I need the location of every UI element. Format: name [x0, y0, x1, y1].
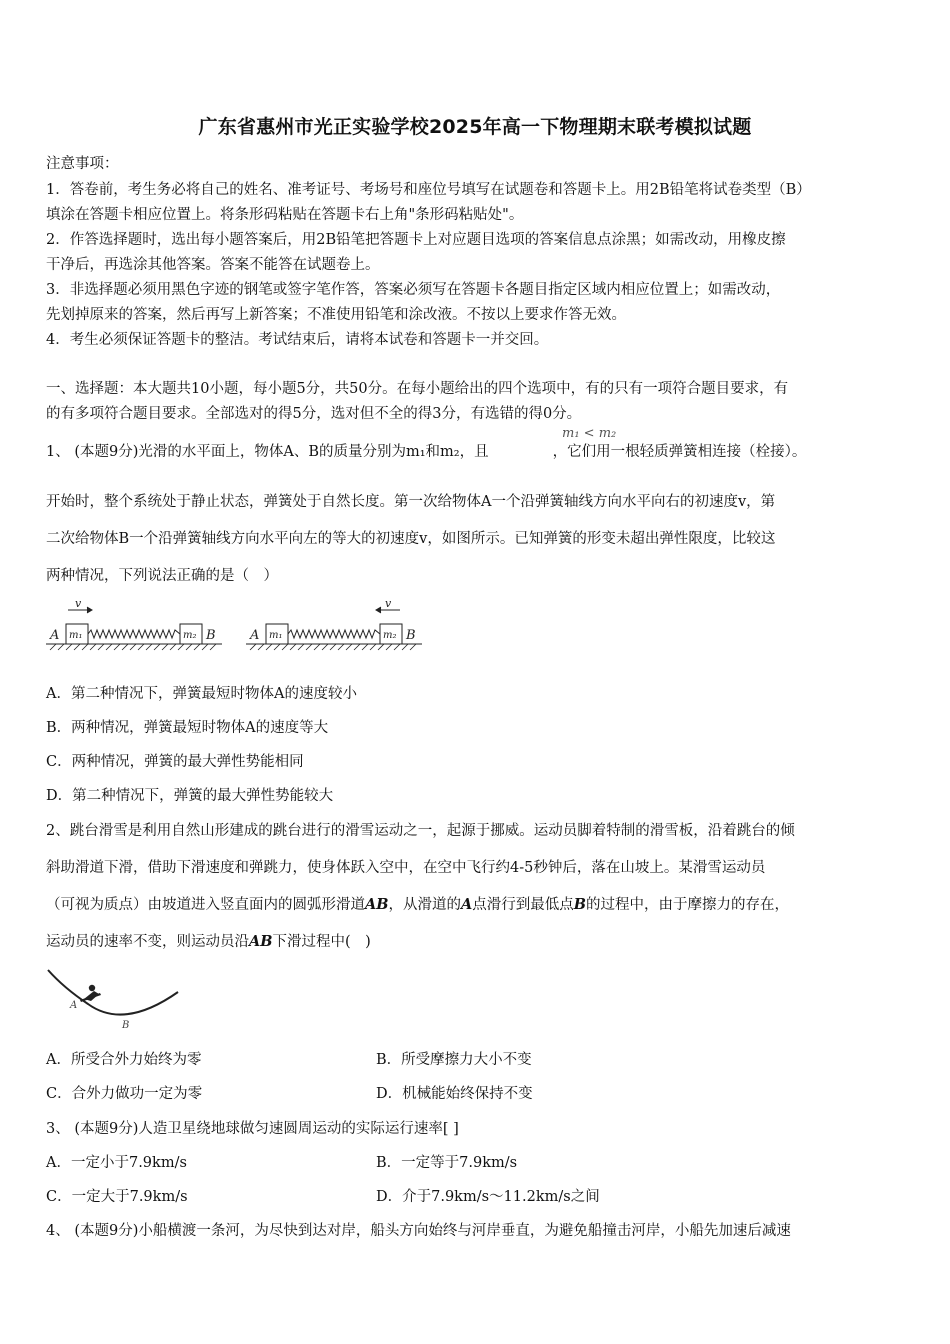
section-line-1: 一、选择题：本大题共10小题，每小题5分，共50分。在每小题给出的四个选项中，有的只有一项符合题目要求，有 — [46, 381, 789, 397]
q1-stem-line-3: 二次给物体B一个沿弹簧轴线方向水平向左的等大的初速度v，如图所示。已知弹簧的形变未超出弹性限度，比较这 — [46, 531, 776, 547]
q2-option-c[interactable]: C．合外力做功一定为零 — [46, 1086, 203, 1102]
section-line-2: 的有多项符合题目要求。全部选对的得5分，选对但不全的得3分，有选错的得0分。 — [46, 406, 582, 422]
q2-l3-b: ，从滑道的 — [388, 897, 462, 913]
q2-l3-d: 的过程中，由于摩擦力的存在， — [586, 897, 790, 913]
label-m2-right: m₂ — [383, 630, 397, 641]
q2-l3-ab: AB — [365, 896, 389, 913]
q2-l3-a: （可视为质点）由坡道进入竖直面内的圆弧形滑道 — [46, 897, 365, 913]
label-m1-right: m₁ — [269, 630, 283, 641]
q2-l3-pointB: B — [573, 896, 587, 913]
notice-line-7: 4．考生必须保证答题卡的整洁。考试结束后，请将本试卷和答题卡一并交回。 — [46, 332, 549, 348]
label-B-left: B — [206, 628, 216, 643]
notice-line-1: 1．答卷前，考生务必将自己的姓名、准考证号、考场号和座位号填写在试题卷和答题卡上。用2B铅笔将试卷类型（B） — [46, 182, 811, 198]
q1-stem-part-b: ，它们用一根轻质弹簧相连接（栓接）。 — [552, 444, 807, 460]
q2-l4-b: 下滑过程中( ) — [272, 934, 371, 950]
label-B-right: B — [406, 628, 416, 643]
notice-line-4: 干净后，再选涂其他答案。答案不能答在试题卷上。 — [46, 257, 380, 273]
q1-option-b[interactable]: B．两种情况，弹簧最短时物体A的速度等大 — [46, 720, 329, 736]
q2-option-a[interactable]: A．所受合外力始终为零 — [46, 1052, 202, 1068]
q1-math-formula: m₁ < m₂ — [562, 426, 617, 441]
q1-option-a[interactable]: A．第二种情况下，弹簧最短时物体A的速度较小 — [46, 686, 357, 702]
q2-l3-c: 点滑行到最低点 — [472, 897, 574, 913]
q1-stem-line-1 — [46, 440, 806, 461]
q2-option-d[interactable]: D．机械能始终保持不变 — [376, 1086, 533, 1102]
q1-option-c[interactable]: C．两种情况，弹簧的最大弹性势能相同 — [46, 754, 304, 770]
q3-option-d[interactable]: D．介于7.9km/s～11.2km/s之间 — [376, 1189, 600, 1205]
q3-option-b[interactable]: B．一定等于7.9km/s — [376, 1155, 518, 1171]
q2-stem-line-4 — [46, 930, 371, 951]
q1-spring-figure — [44, 596, 424, 658]
q2-option-b[interactable]: B．所受摩擦力大小不变 — [376, 1052, 532, 1068]
q1-stem-line-2: 开始时，整个系统处于静止状态，弹簧处于自然长度。第一次给物体A一个沿弹簧轴线方向水平向右的初速度v，第 — [46, 494, 776, 510]
spring-left — [88, 630, 180, 638]
q2-stem-line-1: 2、跳台滑雪是利用自然山形建成的跳台进行的滑雪运动之一，起源于挪威。运动员脚着特制的滑雪板，沿着跳台的倾 — [46, 823, 795, 839]
notice-heading: 注意事项： — [46, 156, 119, 172]
q2-stem-line-2: 斜助滑道下滑，借助下滑速度和弹跳力，使身体跃入空中，在空中飞行约4-5秒钟后，落在山坡上。某滑雪运动员 — [46, 860, 766, 876]
label-v-right: v — [385, 597, 392, 610]
q1-stem-line-4: 两种情况，下列说法正确的是（ ） — [46, 568, 278, 584]
label-v-left: v — [75, 597, 82, 610]
q3-option-a[interactable]: A．一定小于7.9km/s — [46, 1155, 187, 1171]
q2-l4-ab: AB — [249, 933, 273, 950]
circular-track — [48, 970, 178, 1015]
q2-track-figure — [44, 966, 184, 1032]
label-m1-left: m₁ — [69, 630, 83, 641]
q1-option-d[interactable]: D．第二种情况下，弹簧的最大弹性势能较大 — [46, 788, 334, 804]
spring-right — [288, 630, 380, 638]
notice-line-2: 填涂在答题卡相应位置上。将条形码粘贴在答题卡右上角"条形码粘贴处"。 — [46, 207, 524, 223]
q2-l3-pointA: A — [461, 896, 473, 913]
label-A-left: A — [50, 628, 60, 643]
track-label-B: B — [122, 1020, 130, 1031]
q1-stem-part-a: 1、 (本题9分)光滑的水平面上，物体A、B的质量分别为m₁和m₂，且 — [46, 444, 489, 460]
notice-line-3: 2．作答选择题时，选出每小题答案后，用2B铅笔把答题卡上对应题目选项的答案信息点涂黑；如需改动，用橡皮擦 — [46, 232, 786, 248]
notice-line-5: 3．非选择题必须用黑色字迹的钢笔或签字笔作答，答案必须写在答题卡各题目指定区域内相应位置上；如需改动， — [46, 282, 781, 298]
page-title: 广东省惠州市光正实验学校2025年高一下物理期末联考模拟试题 — [198, 116, 752, 138]
q2-stem-line-3 — [46, 893, 789, 914]
label-m2-left: m₂ — [183, 630, 197, 641]
label-A-right: A — [250, 628, 260, 643]
notice-line-6: 先划掉原来的答案，然后再写上新答案；不准使用铅笔和涂改液。不按以上要求作答无效。 — [46, 307, 626, 323]
skier-icon — [80, 985, 101, 1002]
q3-stem: 3、 (本题9分)人造卫星绕地球做匀速圆周运动的实际运行速率[ ] — [46, 1121, 459, 1137]
q3-option-c[interactable]: C．一定大于7.9km/s — [46, 1189, 188, 1205]
q4-stem-line-1: 4、 (本题9分)小船横渡一条河，为尽快到达对岸，船头方向始终与河岸垂直，为避免船撞击河岸，小船先加速后减速 — [46, 1223, 791, 1239]
q2-l4-a: 运动员的速率不变，则运动员沿 — [46, 934, 249, 950]
track-label-A: A — [70, 1000, 78, 1011]
